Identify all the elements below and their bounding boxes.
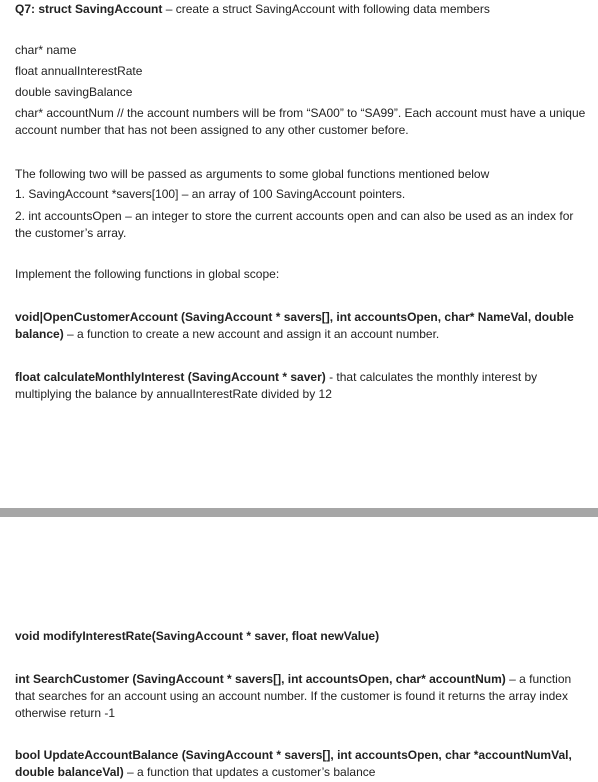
function-signature: int SearchCustomer (SavingAccount * savers[], int accountsOpen, char* accountNum) — [15, 672, 506, 686]
function-description: – a function that updates a customer’s balance — [123, 765, 376, 779]
argument-savers: 1. SavingAccount *savers[100] – an array of 100 SavingAccount pointers. — [15, 187, 406, 201]
question-title-description: – create a struct SavingAccount with following data members — [162, 2, 490, 16]
arguments-intro: The following two will be passed as arguments to some global functions mentioned below — [15, 167, 490, 181]
question-title: Q7: struct SavingAccount — [15, 2, 163, 16]
function-description: - that calculates the monthly interest by multiplying the balance by annualInterestRate divided by 12 — [15, 370, 538, 401]
question-heading — [15, 1, 586, 18]
member-account-num: char* accountNum // the account numbers will be from “SA00” to “SA99”. Each account must have a unique account number that has not been assigned to any other customer before. — [15, 106, 586, 137]
function-open-customer-account — [15, 309, 586, 343]
function-signature: void modifyInterestRate(SavingAccount * saver, float newValue) — [15, 629, 380, 643]
function-description: – a function that searches for an account using an account number. If the customer is found it returns the array index otherwise return -1 — [15, 672, 572, 720]
member-name: char* name — [15, 43, 77, 57]
member-saving-balance: double savingBalance — [15, 85, 133, 99]
function-update-account-balance — [15, 747, 586, 781]
function-signature: void|OpenCustomerAccount (SavingAccount * savers[], int accountsOpen, char* NameVal, double balance) — [15, 310, 574, 341]
document-page-2 — [0, 517, 598, 782]
function-search-customer — [15, 671, 586, 722]
function-signature: float calculateMonthlyInterest (SavingAccount * saver) — [15, 370, 326, 384]
implement-instruction: Implement the following functions in global scope: — [15, 267, 280, 281]
argument-accounts-open: 2. int accountsOpen – an integer to store the current accounts open and can also be used as an index for the customer’s array. — [15, 209, 574, 240]
function-description: – a function to create a new account and assign it an account number. — [63, 327, 440, 341]
function-modify-interest-rate — [15, 628, 586, 645]
function-signature: bool UpdateAccountBalance (SavingAccount * savers[], int accountsOpen, char *accountNumVal, double balanceVal) — [15, 748, 572, 779]
page-break — [0, 508, 598, 517]
member-interest-rate: float annualInterestRate — [15, 64, 143, 78]
function-calculate-monthly-interest — [15, 369, 586, 403]
